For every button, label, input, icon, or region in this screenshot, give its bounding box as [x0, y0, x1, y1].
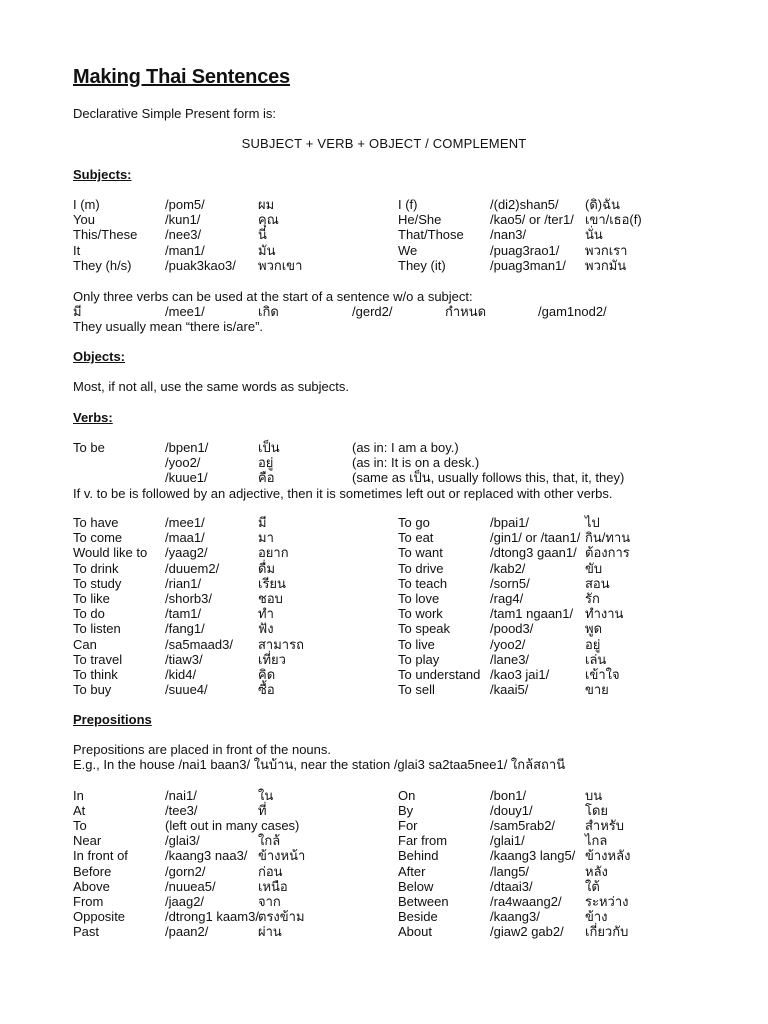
verb-row-6-col-4: /tam1 ngaan1/	[490, 606, 574, 622]
preposition-row-4-col-2: ข้างหน้า	[258, 848, 306, 864]
preposition-row-2-col-4: /sam5rab2/	[490, 818, 556, 834]
preposition-row-1-col-1: /tee3/	[165, 803, 198, 819]
three-verbs-item-0: มี	[73, 304, 82, 319]
preposition-row-1-col-0: At	[73, 803, 86, 819]
verb-row-4-col-4: /sorn5/	[490, 575, 530, 591]
preposition-row-7-col-4: /ra4waang2/	[490, 893, 562, 909]
verb-row-5-col-0: To like	[73, 591, 110, 606]
verb-row-3-col-4: /kab2/	[490, 560, 526, 576]
verb-row-7-col-2: ฟัง	[258, 621, 274, 637]
subject-row-4-col-0: They (h/s)	[73, 257, 132, 273]
verb-row-2-col-1: /yaag2/	[165, 545, 208, 561]
verb-row-11-col-3: To sell	[398, 682, 435, 698]
verb-row-7-col-5: พูด	[585, 621, 603, 637]
three-verbs-item-2: เกิด	[258, 304, 279, 319]
verb-row-4-col-3: To teach	[398, 575, 448, 591]
preposition-row-0-col-2: ใน	[258, 788, 274, 803]
verb-row-10-col-2: คิด	[258, 667, 276, 682]
to-be-row-2-col-1: /kuue1/	[165, 470, 208, 486]
verb-row-6-col-5: ทำงาน	[585, 606, 624, 622]
verb-row-0-col-0: To have	[73, 515, 119, 530]
preposition-row-3-col-0: Near	[73, 833, 102, 849]
preposition-row-0-col-3: On	[398, 788, 416, 803]
verb-row-5-col-3: To love	[398, 591, 440, 606]
preposition-row-8-col-2: ตรงข้าม	[258, 908, 305, 924]
sentence-formula: SUBJECT + VERB + OBJECT / COMPLEMENT	[241, 136, 527, 151]
preposition-row-7-col-5: ระหว่าง	[585, 893, 629, 909]
verb-row-8-col-2: สามารถ	[258, 636, 304, 652]
verb-row-1-col-4: /gin1/ or /taan1/	[490, 530, 581, 546]
verb-row-3-col-3: To drive	[398, 560, 444, 576]
subject-row-0-col-5: (ดิ)ฉัน	[585, 197, 620, 212]
preposition-row-4-col-5: ข้างหลัง	[585, 848, 631, 864]
preposition-row-6-col-1: /nuuea5/	[165, 878, 216, 894]
preposition-row-4-col-3: Behind	[398, 848, 439, 864]
preposition-row-3-col-5: ไกล	[585, 833, 608, 849]
verb-row-5-col-4: /rag4/	[490, 591, 524, 606]
verb-row-7-col-0: To listen	[73, 621, 121, 637]
verb-row-5-col-2: ชอบ	[258, 591, 283, 606]
subject-row-1-col-0: You	[73, 212, 95, 228]
verb-row-2-col-0: Would like to	[73, 545, 148, 561]
verb-row-0-col-3: To go	[398, 515, 430, 530]
three-verbs-item-5: /gam1nod2/	[538, 304, 607, 319]
page-title: Making Thai Sentences	[73, 66, 290, 88]
preposition-row-7-col-3: Between	[398, 893, 449, 909]
preposition-row-9-col-1: /paan2/	[165, 923, 209, 939]
preposition-row-4-col-1: /kaang3 naa3/	[165, 848, 248, 864]
verb-row-4-col-1: /rian1/	[165, 575, 202, 591]
verb-row-10-col-4: /kao3 jai1/	[490, 667, 550, 682]
preposition-row-3-col-4: /glai1/	[490, 833, 525, 849]
subject-row-1-col-5: เขา/เธอ(f)	[585, 212, 642, 228]
verb-row-4-col-2: เรียน	[258, 575, 286, 591]
verb-row-1-col-2: มา	[258, 530, 274, 546]
verb-row-2-col-5: ต้องการ	[585, 545, 630, 561]
preposition-row-7-col-0: From	[73, 893, 104, 909]
preposition-row-9-col-4: /giaw2 gab2/	[490, 923, 564, 939]
verb-row-0-col-1: /mee1/	[165, 515, 205, 530]
subjects-note-1: Only three verbs can be used at the start of a sentence w/o a subject:	[73, 289, 473, 304]
verb-row-4-col-0: To study	[73, 575, 122, 591]
subject-row-1-col-3: He/She	[398, 212, 442, 228]
subject-row-1-col-2: คุณ	[258, 212, 279, 228]
preposition-row-5-col-3: After	[398, 863, 426, 879]
verb-row-11-col-5: ขาย	[585, 682, 609, 698]
subject-row-3-col-2: มัน	[258, 242, 276, 258]
preposition-row-4-col-4: /kaang3 lang5/	[490, 848, 576, 864]
preposition-row-9-col-3: About	[398, 923, 432, 939]
verb-row-2-col-4: /dtong3 gaan1/	[490, 545, 577, 561]
preposition-row-5-col-1: /gorn2/	[165, 863, 206, 879]
prepositions-note-1: Prepositions are placed in front of the nouns.	[73, 742, 331, 757]
verbs-heading: Verbs:	[73, 410, 113, 425]
to-be-row-0-col-3: (as in: I am a boy.)	[352, 440, 459, 455]
verb-row-7-col-1: /fang1/	[165, 621, 205, 637]
subject-row-0-col-2: ผม	[258, 197, 275, 212]
verb-row-3-col-1: /duuem2/	[165, 560, 220, 576]
to-be-row-0-col-2: เป็น	[258, 440, 280, 455]
preposition-row-0-col-0: In	[73, 788, 84, 803]
verb-row-11-col-4: /kaai5/	[490, 682, 529, 698]
preposition-row-5-col-4: /lang5/	[490, 863, 530, 879]
preposition-row-4-col-0: In front of	[73, 848, 128, 864]
preposition-row-6-col-4: /dtaai3/	[490, 878, 533, 894]
subject-row-2-col-5: นั่น	[585, 227, 603, 243]
subject-row-1-col-4: /kao5/ or /ter1/	[490, 212, 574, 228]
subject-row-3-col-1: /man1/	[165, 242, 205, 258]
verb-row-9-col-0: To travel	[73, 651, 123, 667]
verb-row-6-col-2: ทำ	[258, 606, 274, 622]
verb-row-1-col-0: To come	[73, 530, 123, 546]
subject-row-0-col-0: I (m)	[73, 197, 100, 212]
verb-row-2-col-3: To want	[398, 545, 443, 561]
verb-row-10-col-3: To understand	[398, 667, 481, 682]
verb-row-11-col-0: To buy	[73, 682, 112, 698]
subject-row-4-col-3: They (it)	[398, 257, 446, 273]
verb-row-10-col-0: To think	[73, 667, 118, 682]
to-be-row-1-col-1: /yoo2/	[165, 455, 201, 471]
three-verbs-item-4: กำหนด	[445, 304, 487, 319]
preposition-row-9-col-5: เกี่ยวกับ	[585, 923, 629, 939]
preposition-row-1-col-2: ที่	[258, 803, 267, 819]
verb-row-8-col-5: อยู่	[585, 636, 601, 652]
preposition-row-7-col-2: จาก	[258, 893, 281, 909]
verb-row-5-col-1: /shorb3/	[165, 591, 212, 606]
three-verbs-item-1: /mee1/	[165, 304, 205, 319]
verb-row-9-col-3: To play	[398, 651, 440, 667]
preposition-row-6-col-0: Above	[73, 878, 110, 894]
subject-row-3-col-4: /puag3rao1/	[490, 242, 560, 258]
verb-row-8-col-3: To live	[398, 636, 435, 652]
verb-row-8-col-0: Can	[73, 636, 97, 652]
preposition-row-3-col-3: Far from	[398, 833, 448, 849]
verb-row-4-col-5: สอน	[585, 575, 610, 591]
verb-row-0-col-5: ไป	[585, 515, 600, 530]
verb-row-9-col-2: เที่ยว	[258, 651, 286, 667]
subject-row-3-col-5: พวกเรา	[585, 242, 628, 258]
preposition-row-9-col-2: ผ่าน	[258, 923, 282, 939]
subject-row-4-col-2: พวกเขา	[258, 257, 303, 273]
subjects-heading: Subjects:	[73, 167, 132, 182]
verb-row-8-col-4: /yoo2/	[490, 636, 526, 652]
verb-row-1-col-3: To eat	[398, 530, 434, 546]
verb-row-2-col-2: อยาก	[258, 545, 289, 561]
preposition-row-8-col-0: Opposite	[73, 908, 126, 924]
objects-heading: Objects:	[73, 349, 126, 364]
preposition-row-0-col-4: /bon1/	[490, 788, 527, 803]
preposition-row-8-col-3: Beside	[398, 908, 438, 924]
preposition-row-6-col-5: ใต้	[585, 878, 600, 894]
preposition-row-6-col-2: เหนือ	[258, 878, 288, 894]
subject-row-2-col-3: That/Those	[398, 227, 464, 243]
subject-row-0-col-1: /pom5/	[165, 197, 205, 212]
to-be-row-2-col-2: คือ	[258, 470, 275, 486]
preposition-row-2-col-5: สำหรับ	[585, 818, 625, 834]
subject-row-4-col-4: /puag3man1/	[490, 257, 566, 273]
preposition-row-0-col-5: บน	[585, 788, 603, 803]
preposition-row-2-col-0: To	[73, 818, 87, 834]
to-be-row-0-col-0: To be	[73, 440, 105, 455]
preposition-row-6-col-3: Below	[398, 878, 434, 894]
to-be-row-2-col-3: (same as เป็น, usually follows this, that, it, they)	[352, 470, 625, 486]
to-be-row-1-col-3: (as in: It is on a desk.)	[352, 455, 480, 471]
subject-row-0-col-3: I (f)	[398, 197, 418, 212]
preposition-row-9-col-0: Past	[73, 923, 100, 939]
verb-row-1-col-5: กิน/ทาน	[585, 530, 631, 546]
preposition-row-1-col-3: By	[398, 803, 414, 819]
verb-row-3-col-5: ขับ	[585, 560, 603, 576]
subject-row-4-col-5: พวกมัน	[585, 257, 627, 273]
preposition-row-1-col-5: โดย	[585, 803, 609, 819]
preposition-row-5-col-2: ก่อน	[258, 863, 283, 879]
verb-row-1-col-1: /maa1/	[165, 530, 205, 546]
verb-row-10-col-1: /kid4/	[165, 667, 197, 682]
verb-row-8-col-1: /sa5maad3/	[165, 636, 233, 652]
preposition-row-5-col-0: Before	[73, 863, 112, 879]
subject-row-2-col-0: This/These	[73, 227, 138, 243]
verb-row-10-col-5: เข้าใจ	[585, 667, 620, 682]
preposition-row-8-col-4: /kaang3/	[490, 908, 540, 924]
verb-row-9-col-5: เล่น	[585, 651, 607, 667]
preposition-row-2-col-3: For	[398, 818, 418, 834]
subject-row-4-col-1: /puak3kao3/	[165, 257, 236, 273]
to-be-row-0-col-1: /bpen1/	[165, 440, 209, 455]
subject-row-0-col-4: /(di2)shan5/	[490, 197, 559, 212]
preposition-row-7-col-1: /jaag2/	[165, 893, 205, 909]
subject-row-1-col-1: /kun1/	[165, 212, 201, 228]
preposition-row-2-col-1: (left out in many cases)	[165, 818, 300, 834]
preposition-row-3-col-2: ใกล้	[258, 833, 281, 849]
subject-row-2-col-1: /nee3/	[165, 227, 202, 243]
preposition-row-3-col-1: /glai3/	[165, 833, 200, 849]
verb-row-6-col-3: To work	[398, 606, 443, 622]
objects-text: Most, if not all, use the same words as subjects.	[73, 379, 350, 394]
subjects-note-2: They usually mean “there is/are”.	[73, 319, 264, 334]
verb-row-7-col-3: To speak	[398, 621, 451, 637]
verb-row-3-col-0: To drink	[73, 560, 119, 576]
verb-row-11-col-2: ซื้อ	[258, 682, 275, 698]
preposition-row-1-col-4: /douy1/	[490, 803, 533, 819]
verb-row-7-col-4: /pood3/	[490, 621, 534, 637]
intro-text: Declarative Simple Present form is:	[73, 106, 277, 121]
verb-row-6-col-1: /tam1/	[165, 606, 202, 622]
to-be-note: If v. to be is followed by an adjective, then it is sometimes left out or replaced with other verbs.	[73, 486, 613, 501]
to-be-row-1-col-2: อยู่	[258, 455, 274, 471]
prepositions-note-2: E.g., In the house /nai1 baan3/ ในบ้าน, near the station /glai3 sa2taa5nee1/ ใกล้สถานี	[73, 757, 566, 772]
verb-row-11-col-1: /suue4/	[165, 682, 208, 698]
subject-row-3-col-0: It	[73, 242, 81, 258]
subject-row-2-col-2: นี่	[258, 227, 267, 243]
subject-row-3-col-3: We	[398, 242, 418, 258]
preposition-row-8-col-5: ข้าง	[585, 908, 608, 924]
verb-row-0-col-2: มี	[258, 515, 267, 530]
verb-row-6-col-0: To do	[73, 606, 105, 622]
preposition-row-0-col-1: /nai1/	[165, 788, 197, 803]
preposition-row-8-col-1: /dtrong1 kaam3/	[165, 908, 259, 924]
three-verbs-item-3: /gerd2/	[352, 304, 393, 319]
verb-row-0-col-4: /bpai1/	[490, 515, 530, 530]
verb-row-5-col-5: รัก	[585, 591, 600, 606]
preposition-row-5-col-5: หลัง	[585, 863, 608, 879]
subject-row-2-col-4: /nan3/	[490, 227, 527, 243]
verb-row-9-col-1: /tiaw3/	[165, 651, 203, 667]
verb-row-9-col-4: /lane3/	[490, 651, 530, 667]
prepositions-heading: Prepositions	[73, 712, 152, 727]
verb-row-3-col-2: ดื่ม	[258, 560, 276, 576]
